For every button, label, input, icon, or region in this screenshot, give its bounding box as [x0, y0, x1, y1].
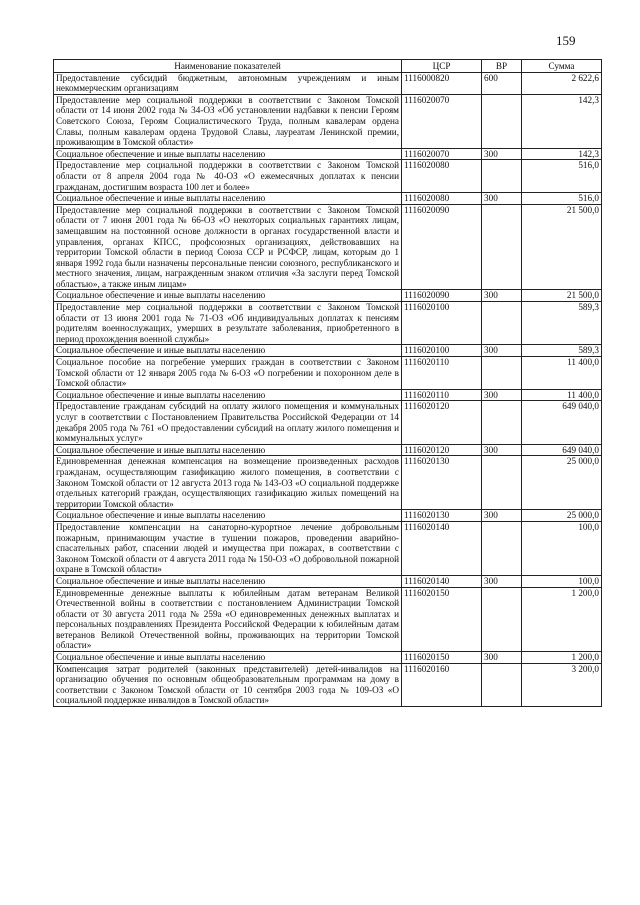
row-sum-cell: 516,0 [522, 160, 602, 193]
row-vr-cell: 300 [482, 652, 522, 664]
table-row [54, 193, 602, 205]
row-name-cell: Социальное обеспечение и иные выплаты населению [54, 389, 402, 401]
row-sum-cell: 589,3 [522, 345, 602, 357]
row-name-cell: Единовременная денежная компенсация на возмещение произведенных расходов гражданам, осуществляющим газификацию жилого помещения, в соответствии с Законом Томской области от 12 августа 2013 года № 143-ОЗ «О социальной поддержке отдельных категорий граждан, осуществляющих газификацию жилых помещений на территории Томской области» [54, 456, 402, 510]
row-sum-cell: 516,0 [522, 193, 602, 205]
row-sum-cell: 11 400,0 [522, 389, 602, 401]
row-name-cell: Социальное обеспечение и иные выплаты населению [54, 652, 402, 664]
table-row [54, 521, 602, 575]
column-header-name: Наименование показателей [54, 60, 402, 73]
table-row [54, 148, 602, 160]
row-vr-cell [482, 587, 522, 652]
row-sum-cell: 589,3 [522, 302, 602, 345]
row-name-cell: Предоставление мер социальной поддержки в соответствии с Законом Томской области от 8 апреля 2004 года № 40-ОЗ «О ежемесячных доплатах к пенсии гражданам, достигшим возраста 100 лет и более» [54, 160, 402, 193]
row-sum-cell: 25 000,0 [522, 456, 602, 510]
row-name-cell: Социальное обеспечение и иные выплаты населению [54, 290, 402, 302]
row-name-cell: Социальное обеспечение и иные выплаты населению [54, 510, 402, 522]
table-row [54, 652, 602, 664]
row-name-cell: Предоставление компенсации на санаторно-курортное лечение добровольным пожарным, принимающим участие в тушении пожаров, проведении аварийно-спасательных работ, спасении людей и имущества при пожарах, в соответствии с Законом Томской области от 4 августа 2011 года № 150-ОЗ «О добровольной пожарной охране в Томской области» [54, 521, 402, 575]
row-name-cell: Социальное пособие на погребение умерших граждан в соответствии с Законом Томской области от 12 января 2005 года № 6-ОЗ «О погребении и похоронном деле в Томской области» [54, 357, 402, 390]
column-header-code: ЦСР [402, 60, 482, 73]
row-name-cell: Социальное обеспечение и иные выплаты населению [54, 193, 402, 205]
row-vr-cell: 300 [482, 290, 522, 302]
row-vr-cell [482, 521, 522, 575]
row-vr-cell: 300 [482, 444, 522, 456]
row-sum-cell: 142,3 [522, 148, 602, 160]
table-row [54, 575, 602, 587]
row-code-cell: 1116020160 [402, 663, 482, 706]
row-name-cell: Предоставление гражданам субсидий на оплату жилого помещения и коммунальных услуг в соответствии с Постановлением Правительства Российской Федерации от 14 декабря 2005 года № 761 «О предоставлении субсидий на оплату жилого помещения и коммунальных услуг» [54, 401, 402, 444]
row-code-cell: 1116020140 [402, 521, 482, 575]
row-sum-cell: 1 200,0 [522, 587, 602, 652]
page-number: 159 [556, 33, 576, 48]
row-sum-cell: 2 622,6 [522, 72, 602, 94]
row-code-cell: 1116020130 [402, 510, 482, 522]
row-code-cell: 1116020110 [402, 389, 482, 401]
table-row [54, 94, 602, 148]
row-code-cell: 1116020130 [402, 456, 482, 510]
row-code-cell: 1116020100 [402, 302, 482, 345]
row-vr-cell [482, 357, 522, 390]
row-sum-cell: 25 000,0 [522, 510, 602, 522]
row-code-cell: 1116020080 [402, 193, 482, 205]
row-code-cell: 1116020140 [402, 575, 482, 587]
table-row [54, 510, 602, 522]
table-row [54, 587, 602, 652]
table-row [54, 290, 602, 302]
table-row [54, 401, 602, 444]
row-sum-cell: 142,3 [522, 94, 602, 148]
table-row [54, 663, 602, 706]
row-name-cell: Предоставление мер социальной поддержки в соответствии с Законом Томской области от 13 июня 2001 года № 71-ОЗ «Об индивидуальных доплатах к пенсиям родителям военнослужащих, умерших в результате заболевания, приобретенного в период прохождения военной службы» [54, 302, 402, 345]
row-vr-cell: 300 [482, 389, 522, 401]
row-vr-cell: 300 [482, 148, 522, 160]
row-code-cell: 1116020090 [402, 290, 482, 302]
row-name-cell: Социальное обеспечение и иные выплаты населению [54, 444, 402, 456]
row-name-cell: Предоставление субсидий бюджетным, автономным учреждениям и иным некоммерческим организациям [54, 72, 402, 94]
row-sum-cell: 649 040,0 [522, 444, 602, 456]
column-header-sum: Сумма [522, 60, 602, 73]
row-name-cell: Компенсация затрат родителей (законных представителей) детей-инвалидов на организацию обучения по основным общеобразовательным программам на дому в соответствии с Законом Томской области от 10 сентября 2003 года № 109-ОЗ «О социальной поддержке инвалидов в Томской области» [54, 663, 402, 706]
table-row [54, 72, 602, 94]
row-name-cell: Предоставление мер социальной поддержки в соответствии с Законом Томской области от 14 июня 2002 года № 34-ОЗ «Об установлении надбавки к пенсии Героям Советского Союза, Героям Социалистического Труда, полным кавалерам ордена Славы, полным кавалерам ордена Трудовой Славы, лауреатам Ленинской премии, проживающим в Томской области» [54, 94, 402, 148]
row-sum-cell: 1 200,0 [522, 652, 602, 664]
table-header-row [54, 60, 602, 73]
row-code-cell: 1116020080 [402, 160, 482, 193]
budget-table [53, 59, 602, 707]
row-vr-cell: 300 [482, 193, 522, 205]
table-row [54, 456, 602, 510]
row-vr-cell [482, 663, 522, 706]
row-sum-cell: 100,0 [522, 575, 602, 587]
row-name-cell: Социальное обеспечение и иные выплаты населению [54, 345, 402, 357]
table-row [54, 389, 602, 401]
row-sum-cell: 649 040,0 [522, 401, 602, 444]
table-body [54, 72, 602, 706]
row-name-cell: Социальное обеспечение и иные выплаты населению [54, 575, 402, 587]
row-sum-cell: 3 200,0 [522, 663, 602, 706]
table-row [54, 345, 602, 357]
row-vr-cell: 600 [482, 72, 522, 94]
row-vr-cell: 300 [482, 575, 522, 587]
table-row [54, 357, 602, 390]
row-sum-cell: 11 400,0 [522, 357, 602, 390]
row-code-cell: 1116000820 [402, 72, 482, 94]
row-sum-cell: 21 500,0 [522, 290, 602, 302]
row-vr-cell [482, 302, 522, 345]
row-name-cell: Единовременные денежные выплаты к юбилейным датам ветеранам Великой Отечественной войны в соответствии с постановлением Администрации Томской области от 30 августа 2011 года № 259а «О единовременных денежных выплатах и персональных поздравлениях Президента Российской Федерации к юбилейным датам ветеранов Великой Отечественной войны, проживающих на территории Томской области» [54, 587, 402, 652]
table-row [54, 444, 602, 456]
row-code-cell: 1116020150 [402, 587, 482, 652]
row-vr-cell [482, 94, 522, 148]
row-vr-cell [482, 456, 522, 510]
row-code-cell: 1116020120 [402, 444, 482, 456]
row-code-cell: 1116020120 [402, 401, 482, 444]
table-row [54, 302, 602, 345]
row-name-cell: Предоставление мер социальной поддержки в соответствии с Законом Томской области от 7 июня 2001 года № 66-ОЗ «О некоторых социальных гарантиях лицам, замещавшим на постоянной основе должности в органах государственной власти и управления, органах КПСС, профсоюзных организациях, действовавших на территории Томской области в период Союза ССР и РСФСР, лицам, которым до 1 января 1992 года были назначены персональные пенсии союзного, республиканского и местного значения, лицам, награжденным знаком отличия «За заслуги перед Томской областью», а также иным лицам» [54, 204, 402, 290]
row-vr-cell [482, 401, 522, 444]
row-vr-cell: 300 [482, 510, 522, 522]
row-code-cell: 1116020070 [402, 94, 482, 148]
row-code-cell: 1116020110 [402, 357, 482, 390]
row-code-cell: 1116020090 [402, 204, 482, 290]
row-vr-cell [482, 160, 522, 193]
row-sum-cell: 100,0 [522, 521, 602, 575]
row-code-cell: 1116020070 [402, 148, 482, 160]
row-code-cell: 1116020150 [402, 652, 482, 664]
row-vr-cell [482, 204, 522, 290]
row-sum-cell: 21 500,0 [522, 204, 602, 290]
row-vr-cell: 300 [482, 345, 522, 357]
table-row [54, 204, 602, 290]
row-code-cell: 1116020100 [402, 345, 482, 357]
column-header-vr: ВР [482, 60, 522, 73]
row-name-cell: Социальное обеспечение и иные выплаты населению [54, 148, 402, 160]
table-row [54, 160, 602, 193]
